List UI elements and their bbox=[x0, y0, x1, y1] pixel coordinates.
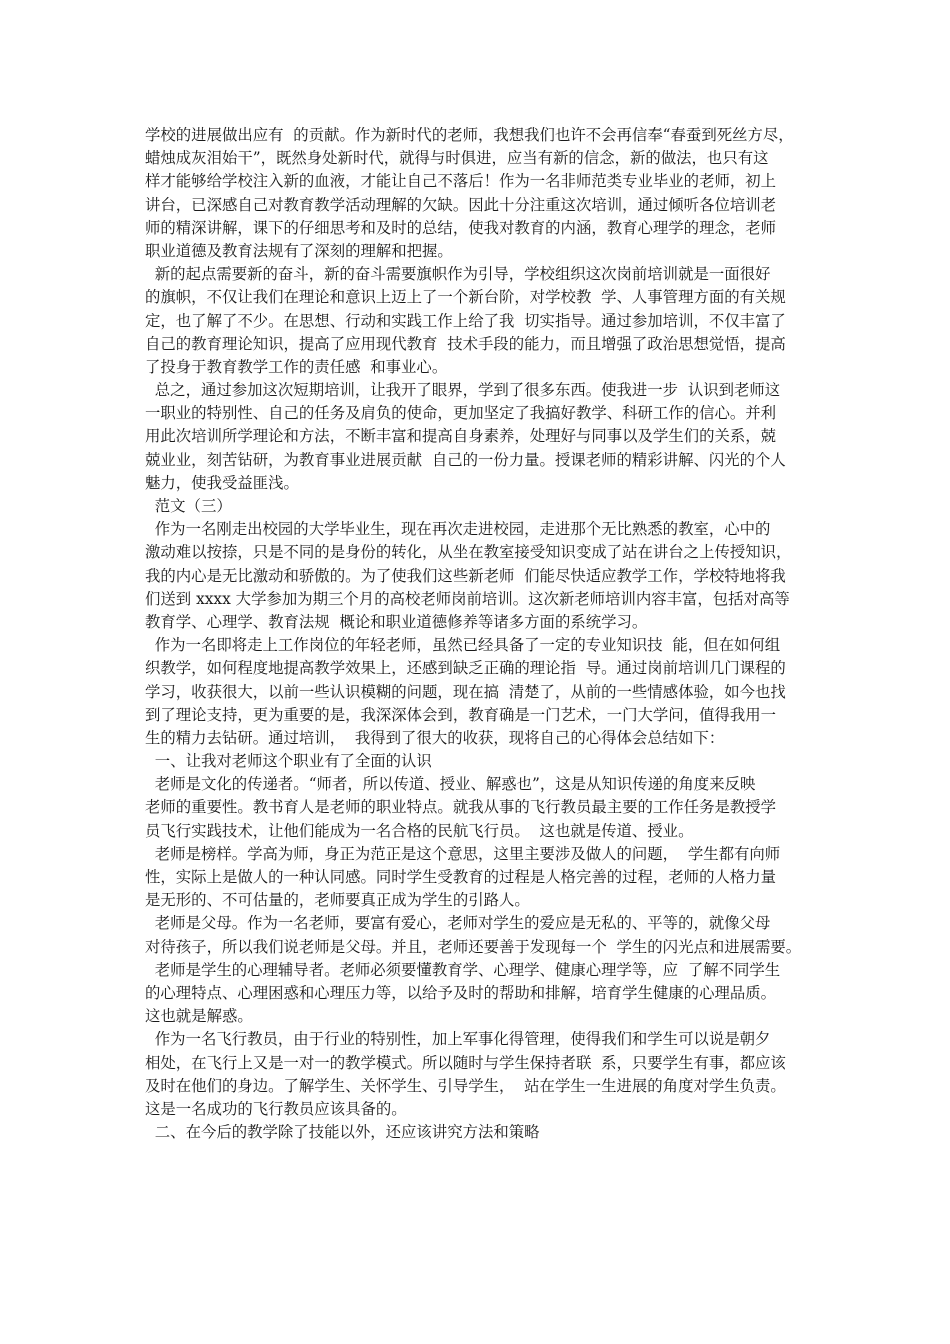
text-line: 这也就是解惑。 bbox=[145, 1007, 253, 1026]
text-line: 定，也了解了不少。在思想、行动和实践工作上给了我 切实指导。通过参加培训，不仅丰富了 bbox=[145, 311, 786, 330]
text-line: 教育学、心理学、教育法规 概论和职业道德修养等诸多方面的系统学习。 bbox=[145, 612, 648, 631]
text-line: 职业道德及教育法规有了深刻的理解和把握。 bbox=[145, 241, 453, 260]
text-line: 老师是父母。作为一名老师，要富有爱心，老师对学生的爱应是无私的、平等的，就像父母 bbox=[145, 914, 771, 933]
text-line: 这是一名成功的飞行教员应该具备的。 bbox=[145, 1099, 407, 1118]
text-line: 生的精力去钻研。通过培训， 我得到了很大的收获，现将自己的心得体会总结如下： bbox=[145, 728, 725, 747]
text-line: 对待孩子，所以我们说老师是父母。并且，老师还要善于发现每一个 学生的闪光点和进展需要。 bbox=[145, 937, 802, 956]
text-line: 的旗帜，不仅让我们在理论和意识上迈上了一个新台阶，对学校教 学、人事管理方面的有关规 bbox=[145, 288, 786, 307]
section-heading: 二、在今后的教学除了技能以外，还应该讲究方法和策略 bbox=[145, 1123, 540, 1142]
text-line: 的心理特点、心理困惑和心理压力等，以给予及时的帮助和排解，培育学生健康的心理品质。 bbox=[145, 983, 777, 1002]
text-line: 作为一名即将走上工作岗位的年轻老师，虽然已经具备了一定的专业知识技 能，但在如何组 bbox=[145, 636, 781, 655]
text-line: 激动难以按捺，只是不同的是身份的转化，从坐在教室接受知识变成了站在讲台之上传授知识， bbox=[145, 543, 792, 562]
text-line: 兢业业，刻苦钻研，为教育事业进展贡献 自己的一份力量。授课老师的精彩讲解、闪光的个人 bbox=[145, 450, 786, 469]
text-line: 蜡烛成灰泪始干”，既然身处新时代，就得与时俱进，应当有新的信念，新的做法，也只有这 bbox=[145, 149, 769, 168]
text-line: 一职业的特别性、自己的任务及肩负的使命，更加坚定了我搞好教学、科研工作的信心。并利 bbox=[145, 404, 777, 423]
text-line: 到了理论支持，更为重要的是，我深深体会到，教育确是一门艺术，一门大学问，值得我用一 bbox=[145, 705, 777, 724]
text-line: 老师是学生的心理辅导者。老师必须要懂教育学、心理学、健康心理学等，应 了解不同学生 bbox=[145, 960, 781, 979]
text-line: 织教学，如何程度地提高教学效果上，还感到缺乏正确的理论指 导。通过岗前培训几门课程的 bbox=[145, 659, 786, 678]
section-heading: 一、让我对老师这个职业有了全面的认识 bbox=[145, 752, 432, 771]
text-line: 老师的重要性。教书育人是老师的职业特点。就我从事的飞行教员最主要的工作任务是教授学 bbox=[145, 798, 777, 817]
text-line: 相处，在飞行上又是一对一的教学模式。所以随时与学生保持者联 系，只要学生有事，都应该 bbox=[145, 1053, 786, 1072]
text-line: 用此次培训所学理论和方法，不断丰富和提高自身素养，处理好与同事以及学生们的关系，兢 bbox=[145, 427, 777, 446]
section-heading: 范文（三） bbox=[145, 497, 232, 515]
text-line: 新的起点需要新的奋斗，新的奋斗需要旗帜作为引导，学校组织这次岗前培训就是一面很好 bbox=[145, 265, 771, 284]
text-line: 学校的进展做出应有 的贡献。作为新时代的老师，我想我们也许不会再信奉“春蚕到死丝方尽， bbox=[145, 126, 794, 144]
text-line: 总之，通过参加这次短期培训，让我开了眼界，学到了很多东西。使我进一步 认识到老师这 bbox=[145, 381, 781, 400]
text-line: 作为一名飞行教员，由于行业的特别性，加上军事化得管理，使得我们和学生可以说是朝夕 bbox=[145, 1030, 771, 1049]
text-line: 魅力，使我受益匪浅。 bbox=[145, 473, 299, 492]
text-line: 学习，收获很大，以前一些认识模糊的问题，现在搞 清楚了，从前的一些情感体验，如今也找 bbox=[145, 682, 786, 701]
text-line: 讲台，已深感自己对教育教学活动理解的欠缺。因此十分注重这次培训，通过倾听各位培训老 bbox=[145, 195, 777, 214]
text-line: 我的内心是无比激动和骄傲的。为了使我们这些新老师 们能尽快适应教学工作，学校特地将我 bbox=[145, 566, 786, 585]
text-line: 师的精深讲解，课下的仔细思考和及时的总结，使我对教育的内涵，教育心理学的理念，老师 bbox=[145, 218, 777, 237]
text-line: 及时在他们的身边。了解学生、关怀学生、引导学生， 站在学生一生进展的角度对学生负责。 bbox=[145, 1076, 786, 1095]
text-line: 老师是榜样。学高为师，身正为范正是这个意思，这里主要涉及做人的问题， 学生都有向师 bbox=[145, 844, 781, 863]
text-line: 员飞行实践技术，让他们能成为一名合格的民航飞行员。 这也就是传道、授业。 bbox=[145, 821, 694, 840]
text-line: 作为一名刚走出校园的大学毕业生，现在再次走进校园，走进那个无比熟悉的教室，心中的 bbox=[145, 520, 771, 539]
text-line: 性，实际上是做人的一种认同感。同时学生受教育的过程是人格完善的过程，老师的人格力量 bbox=[145, 868, 777, 886]
text-line: 自己的教育理论知识，提高了应用现代教育 技术手段的能力，而且增强了政治思想觉悟，提高 bbox=[145, 334, 786, 353]
text-line: 样才能够给学校注入新的血液，才能让自己不落后！作为一名非师范类专业毕业的老师，初上 bbox=[145, 172, 777, 191]
text-line: 们送到 xxxx 大学参加为期三个月的高校老师岗前培训。这次新老师培训内容丰富，包括对高等 bbox=[145, 589, 790, 608]
text-line: 老师是文化的传递者。“师者，所以传道、授业、解惑也”，这是从知识传递的角度来反映 bbox=[145, 775, 756, 794]
text-line: 是无形的、不可估量的，老师要真正成为学生的引路人。 bbox=[145, 891, 530, 910]
document-body bbox=[145, 124, 810, 1144]
text-line: 了投身于教育教学工作的责任感 和事业心。 bbox=[145, 357, 448, 376]
